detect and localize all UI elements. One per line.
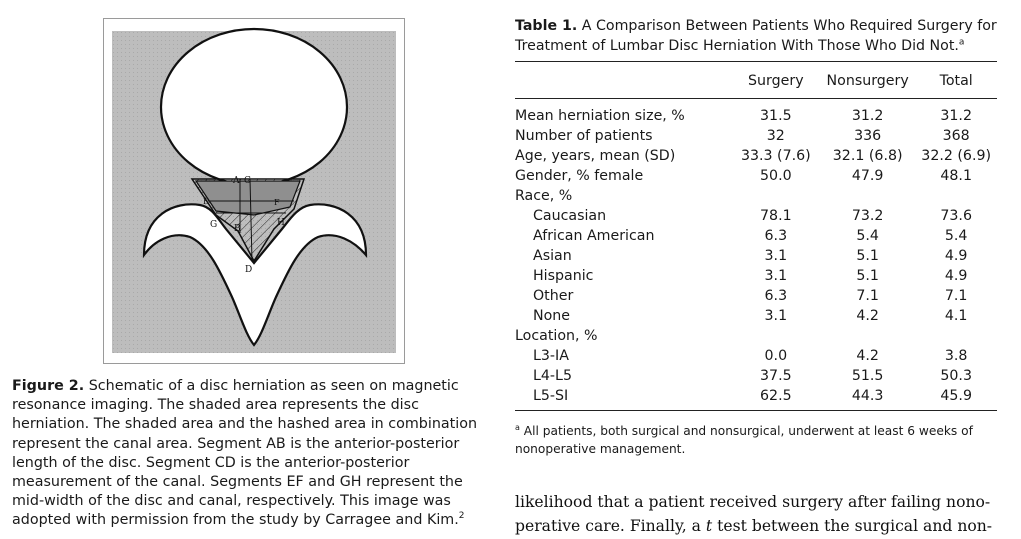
table-title-label: Table 1.: [515, 18, 578, 34]
cell-nonsurgery: 47.9: [851, 168, 884, 184]
table-row: [515, 206, 997, 226]
cell-total: 50.3: [940, 368, 972, 384]
body-line-2: [515, 514, 999, 538]
figure-caption: [12, 377, 490, 531]
cell-total: 31.2: [940, 108, 972, 124]
figure-caption-ref: 2: [458, 511, 465, 522]
comparison-table: [515, 71, 997, 406]
label-g: G: [210, 220, 218, 230]
cell-surgery: [732, 186, 820, 206]
cell-nonsurgery: 44.3: [851, 388, 884, 404]
table-top-rule: [515, 61, 997, 62]
table-title-ref: a: [958, 36, 965, 47]
figure-2-image: [103, 18, 405, 364]
cell-total: 368: [942, 128, 970, 144]
header-label: [515, 71, 732, 91]
cell-nonsurgery: [820, 326, 915, 346]
label-e: E: [203, 197, 209, 206]
row-label: Asian: [533, 248, 572, 264]
row-label: Mean herniation size, %: [515, 108, 685, 124]
cell-surgery: 78.1: [760, 208, 792, 224]
footnote-text: All patients, both surgical and nonsurgical, underwent at least 6 weeks of nonoperative management.: [515, 424, 973, 456]
row-label: Hispanic: [533, 268, 594, 284]
cell-total: 3.8: [944, 348, 968, 364]
cell-total: 45.9: [940, 388, 972, 404]
cell-surgery: 37.5: [760, 368, 792, 384]
table-row: [515, 286, 997, 306]
cell-surgery: 3.1: [764, 308, 788, 324]
cell-surgery: 6.3: [764, 228, 788, 244]
row-label: L4-L5: [533, 368, 572, 384]
cell-total: 4.9: [944, 248, 968, 264]
cell-surgery: 3.1: [764, 248, 788, 264]
cell-surgery: 33.3 (7.6): [740, 148, 811, 164]
table-row: [515, 166, 997, 186]
figure-caption-text: Schematic of a disc herniation as seen on magnetic resonance imaging. The shaded area represents the disc herniation. The shaded area and the hashed area in combination represent the canal area. Segment AB is the anterior-posterior length of the disc. Segment CD is the anterior-posterior measurement of the canal. Segments EF and GH represent the mid-width of the disc and canal, respectively. This image was adopted with permission from the study by Carragee and Kim.: [12, 378, 478, 529]
cell-surgery: 0.0: [764, 348, 788, 364]
body-paragraph: [515, 490, 999, 538]
table-row: [515, 346, 997, 366]
row-label: African American: [533, 228, 655, 244]
table-row: [515, 266, 997, 286]
footnote-mark: a: [515, 422, 520, 432]
cell-total: 4.1: [944, 308, 968, 324]
row-label: Other: [533, 288, 574, 304]
row-label: Number of patients: [515, 128, 653, 144]
cell-surgery: 31.5: [760, 108, 792, 124]
table-row: [515, 246, 997, 266]
table-title-text: A Comparison Between Patients Who Required Surgery for Treatment of Lumbar Disc Herniation With Those Who Did Not.: [515, 18, 997, 54]
cell-nonsurgery: 32.1 (6.8): [832, 148, 903, 164]
cell-surgery: 32: [766, 128, 785, 144]
cell-total: 32.2 (6.9): [921, 148, 992, 164]
cell-nonsurgery: 4.2: [856, 348, 879, 364]
cell-total: 5.4: [944, 228, 968, 244]
table-header-row: [515, 71, 997, 91]
cell-total: 48.1: [940, 168, 972, 184]
table-row: [515, 146, 997, 166]
table-row: [515, 386, 997, 406]
cell-total: [915, 326, 997, 346]
table-bottom-rule: [515, 410, 997, 411]
cell-surgery: 62.5: [760, 388, 792, 404]
body-line-1: likelihood that a patient received surgery after failing nono-: [515, 493, 991, 511]
label-c: C: [244, 176, 251, 186]
label-a: A: [233, 176, 240, 186]
cell-nonsurgery: 31.2: [851, 108, 884, 124]
row-label: Age, years, mean (SD): [515, 148, 676, 164]
body-line-2-start: perative care. Finally, a: [515, 517, 706, 535]
body-line-2-end: test between the surgical and non-: [712, 517, 993, 535]
cell-nonsurgery: 336: [854, 128, 882, 144]
label-h: H: [277, 218, 285, 228]
table-body: [515, 91, 997, 406]
cell-nonsurgery: [820, 186, 915, 206]
table-row: [515, 366, 997, 386]
header-surgery: Surgery: [748, 73, 804, 89]
cell-nonsurgery: 73.2: [851, 208, 884, 224]
table-footnote: [515, 422, 1005, 458]
cell-surgery: 50.0: [760, 168, 792, 184]
cell-nonsurgery: 5.1: [856, 248, 879, 264]
label-b: B: [234, 224, 241, 234]
header-nonsurgery: Nonsurgery: [826, 73, 909, 89]
label-f: F: [274, 198, 280, 207]
cell-nonsurgery: 5.1: [856, 268, 879, 284]
row-label: L3-IA: [533, 348, 569, 364]
row-label: Gender, % female: [515, 168, 644, 184]
row-label: Caucasian: [533, 208, 607, 224]
figure-caption-label: Figure 2.: [12, 378, 85, 394]
cell-surgery: [732, 326, 820, 346]
cell-total: [915, 186, 997, 206]
cell-nonsurgery: 7.1: [856, 288, 879, 304]
row-label: None: [533, 308, 571, 324]
cell-total: 73.6: [940, 208, 972, 224]
table-row: [515, 226, 997, 246]
cell-nonsurgery: 51.5: [851, 368, 884, 384]
body-line-2-italic: t: [705, 517, 713, 535]
vertebral-body: [161, 29, 347, 185]
cell-surgery: 6.3: [764, 288, 788, 304]
disc-herniation-schematic: [104, 19, 404, 363]
cell-nonsurgery: 4.2: [856, 308, 879, 324]
cell-total: 4.9: [944, 268, 968, 284]
table-row: [515, 306, 997, 326]
cell-surgery: 3.1: [764, 268, 788, 284]
table-row: [515, 106, 997, 126]
table-title: [515, 17, 1005, 56]
cell-nonsurgery: 5.4: [856, 228, 879, 244]
row-label: L5-SI: [533, 388, 569, 404]
table-row: [515, 186, 997, 206]
row-label: Race, %: [515, 188, 573, 204]
cell-total: 7.1: [944, 288, 968, 304]
table-spacer: [515, 91, 997, 106]
table-row: [515, 126, 997, 146]
header-total: Total: [939, 73, 973, 89]
label-d: D: [245, 265, 253, 275]
table-row: [515, 326, 997, 346]
row-label: Location, %: [515, 328, 598, 344]
